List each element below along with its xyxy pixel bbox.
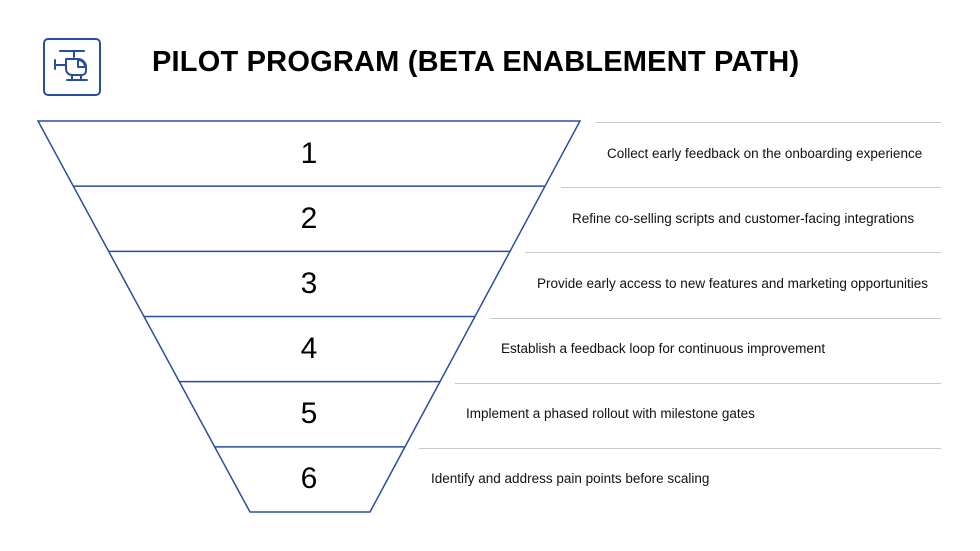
step-number: 3	[300, 266, 318, 300]
step-description: Establish a feedback loop for continuous improvement	[501, 341, 826, 357]
step-number: 6	[300, 462, 318, 496]
step-rule	[561, 187, 941, 188]
page-title: PILOT PROGRAM (BETA ENABLEMENT PATH)	[152, 46, 800, 78]
step-number: 2	[300, 201, 318, 235]
step-rule	[525, 252, 941, 253]
step-description: Identify and address pain points before scaling	[431, 471, 710, 487]
step-rule	[490, 318, 941, 319]
step-number: 1	[300, 136, 318, 170]
step-number: 5	[300, 397, 318, 431]
step-rule	[419, 448, 941, 449]
step-description: Refine co-selling scripts and customer-facing integrations	[572, 210, 915, 226]
step-description: Provide early access to new features and marketing opportunities	[537, 275, 928, 291]
step-rule	[455, 383, 941, 384]
step-description: Collect early feedback on the onboarding experience	[607, 145, 923, 161]
step-description: Implement a phased rollout with milestone gates	[466, 406, 755, 422]
step-rule	[596, 122, 941, 123]
step-number: 4	[300, 332, 318, 366]
